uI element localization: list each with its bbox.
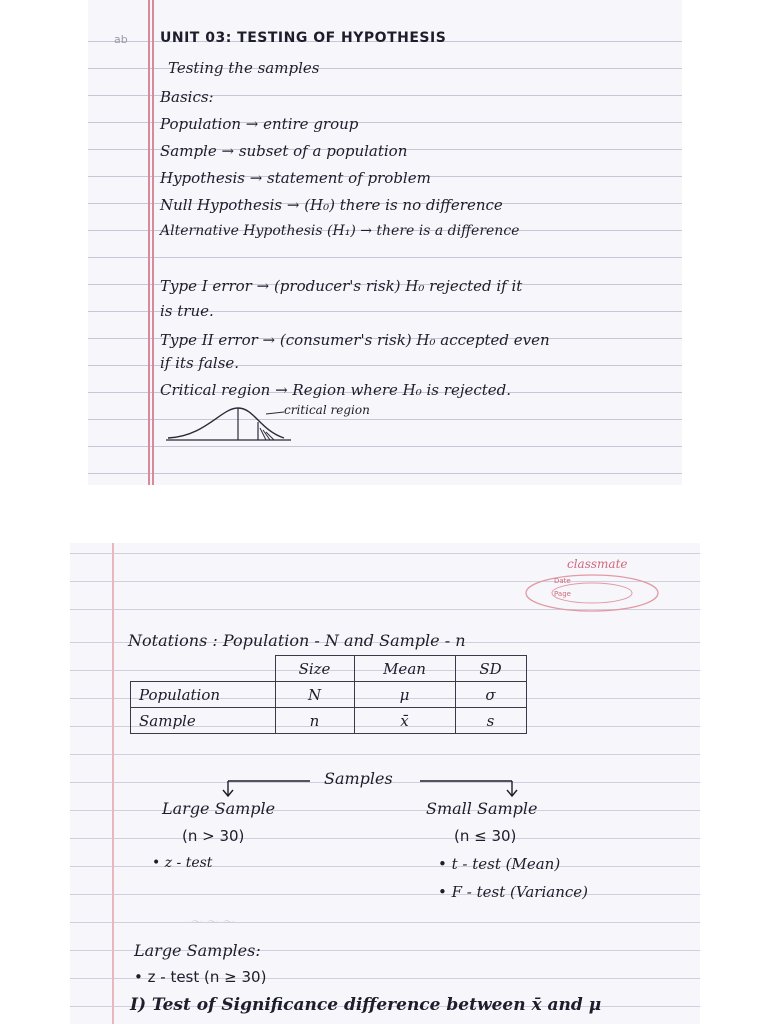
notebook-page-1	[88, 0, 682, 485]
note-line: Testing the samples	[168, 59, 320, 77]
small-test-item: • F - test (Variance)	[438, 883, 588, 901]
small-test-item: • t - test (Mean)	[438, 855, 561, 873]
row-label: Population	[131, 682, 276, 708]
notation-table	[130, 655, 527, 734]
note-line: Basics:	[160, 88, 214, 106]
small-sample-title: Small Sample	[426, 799, 538, 818]
note-line: Type I error → (producer's risk) H₀ rejected if it	[160, 277, 523, 295]
z-test-line: • z - test (n ≥ 30)	[134, 968, 267, 986]
header-sd: SD	[455, 656, 526, 682]
note-line: if its false.	[160, 354, 240, 372]
table-header-row	[131, 656, 527, 682]
margin-line-inner	[152, 0, 154, 485]
note-line: Sample → subset of a population	[160, 142, 408, 160]
table-cell: s	[455, 708, 526, 734]
margin-line	[112, 543, 114, 1024]
notations-line: Notations : Population - N and Sample - n	[128, 631, 466, 650]
large-samples-heading: Large Samples:	[134, 941, 261, 960]
note-line: Type II error → (consumer's risk) H₀ accepted even	[160, 331, 550, 349]
large-test-item: • z - test	[152, 855, 213, 871]
table-cell: n	[275, 708, 354, 734]
table-cell: x̄	[354, 708, 455, 734]
notebook-page-2	[70, 543, 700, 1024]
table-row	[131, 708, 527, 734]
note-line: Population → entire group	[160, 115, 359, 133]
stamp-page-label: Page	[554, 590, 571, 598]
note-line: Null Hypothesis → (H₀) there is no difference	[160, 196, 503, 214]
small-condition: (n ≤ 30)	[454, 827, 517, 845]
large-sample-title: Large Sample	[162, 799, 276, 818]
table-row	[131, 682, 527, 708]
stamp-brand: classmate	[567, 557, 628, 571]
critical-region-figure	[166, 400, 296, 450]
note-line: Critical region → Region where H₀ is rejected.	[160, 381, 512, 399]
note-line: is true.	[160, 302, 214, 320]
note-line: Hypothesis → statement of problem	[160, 169, 431, 187]
table-cell: N	[275, 682, 354, 708]
header-mean: Mean	[354, 656, 455, 682]
row-label: Sample	[131, 708, 276, 734]
samples-heading: Samples	[324, 769, 393, 788]
margin-line	[148, 0, 150, 485]
margin-mark: ab	[114, 33, 128, 46]
note-line: Alternative Hypothesis (H₁) → there is a difference	[160, 223, 520, 239]
stamp-date-label: Date	[554, 577, 571, 585]
bleed-through-text: ～ ～ ～	[190, 915, 234, 929]
critical-region-label: critical region	[284, 403, 370, 417]
unit-title: UNIT 03: TESTING OF HYPOTHESIS	[160, 30, 447, 46]
large-condition: (n > 30)	[182, 827, 245, 845]
header-size: Size	[275, 656, 354, 682]
section-title: I) Test of Significance difference between x̄ and μ	[130, 995, 602, 1015]
table-cell: σ	[455, 682, 526, 708]
table-cell: μ	[354, 682, 455, 708]
